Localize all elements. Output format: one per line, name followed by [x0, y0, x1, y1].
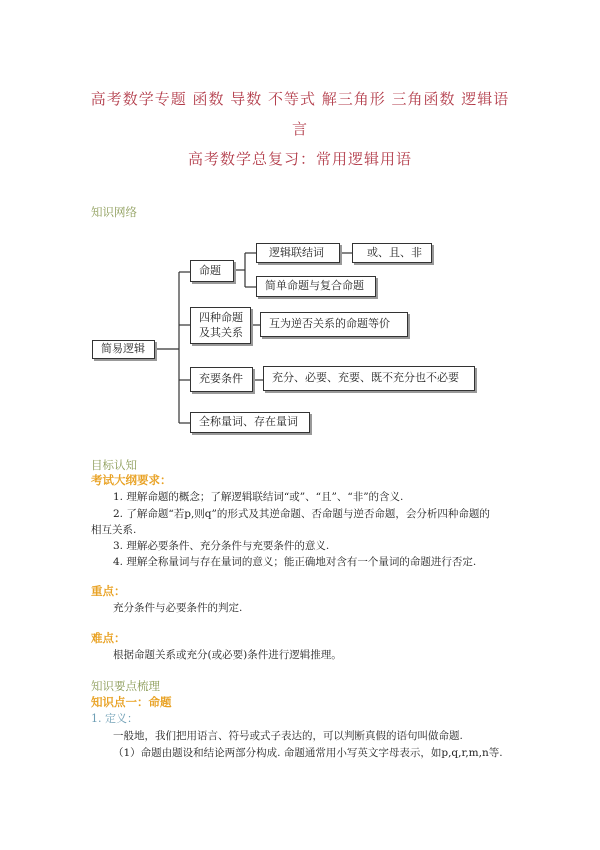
difficult-points-heading: 难点：: [91, 631, 126, 645]
node-or-and-not: 或、且、非: [352, 243, 432, 263]
points-heading: 知识要点梳理: [91, 679, 160, 693]
definition-text: 一般地，我们把用语言、符号或式子表达的，可以判断真假的语句叫做命题.: [113, 730, 463, 742]
syllabus-item-1: 1. 理解命题的概念；了解逻辑联结词“或”、“且”、“非”的含义.: [113, 491, 404, 503]
node-quantifiers: 全称量词、存在量词: [190, 412, 310, 433]
definition-heading: 1. 定义：: [91, 712, 138, 725]
node-proposition: 命题: [190, 260, 234, 282]
key-points-text: 充分条件与必要条件的判定.: [113, 602, 243, 614]
syllabus-item-2: 2. 了解命题“若p,则q”的形式及其逆命题、否命题与逆否命题，会分析四种命题的: [113, 508, 490, 520]
difficult-points-text: 根据命题关系或充分(或必要)条件进行逻辑推理。: [113, 649, 342, 661]
node-four-propositions: [190, 307, 251, 344]
node-root: 简易逻辑: [92, 340, 155, 359]
title-line-2: 言: [291, 120, 308, 138]
definition-item-1: （1）命题由题设和结论两部分构成. 命题通常用小写英文字母表示，如p,q,r,m,n等.: [113, 747, 503, 759]
node-simple-compound: 简单命题与复合命题: [256, 276, 376, 297]
subtitle: 高考数学总复习：常用逻辑用语: [187, 150, 412, 168]
syllabus-heading: 考试大纲要求：: [91, 473, 172, 487]
point-1-heading: 知识点一：命题: [91, 695, 172, 709]
key-points-heading: 重点：: [91, 584, 126, 598]
node-contrapositive: 互为逆否关系的命题等价: [260, 312, 408, 337]
title-line-1: 高考数学专题 函数 导数 不等式 解三角形 三角函数 逻辑语: [90, 90, 510, 108]
goals-heading: 目标认知: [91, 458, 137, 472]
node-four-propositions-line-2: 及其关系: [199, 325, 243, 339]
syllabus-item-2-cont: 相互关系.: [91, 524, 137, 536]
node-condition-types: 充分、必要、充要、既不充分也不必要: [263, 366, 475, 391]
knowledge-network-heading: 知识网络: [91, 205, 137, 219]
node-connectives: 逻辑联结词: [256, 243, 340, 263]
syllabus-item-4: 4. 理解全称量词与存在量词的意义；能正确地对含有一个量词的命题进行否定.: [113, 556, 477, 568]
node-four-propositions-line-1: 四种命题: [199, 310, 243, 324]
syllabus-item-3: 3. 理解必要条件、充分条件与充要条件的意义.: [113, 540, 330, 552]
node-conditions: 充要条件: [190, 367, 253, 392]
